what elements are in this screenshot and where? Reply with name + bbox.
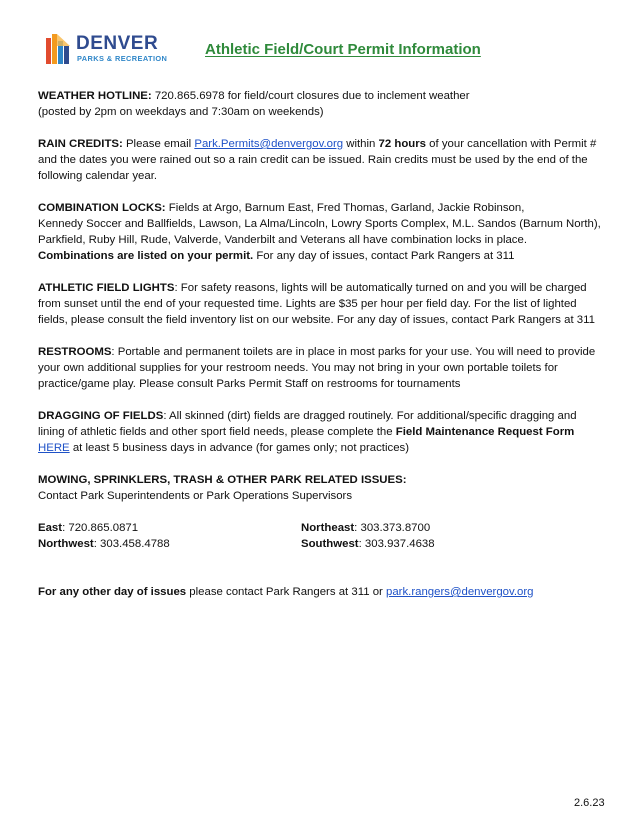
lights-text: : For safety reasons, lights will be automatically turned on and you will be charged from sunset until the end of your requested time. Lights are $35 per hour per field day. For the list of lighted fields, please consult the field inventory list on our website. For any day of issues, contact Park Rangers at 311: [38, 282, 595, 326]
denver-parks-logo: [44, 32, 174, 66]
park-rangers-email-link[interactable]: park.rangers@denvergov.org: [386, 586, 534, 598]
dragging-form-name: Field Maintenance Request Form: [395, 426, 575, 438]
locks-heading: COMBINATION LOCKS:: [38, 202, 166, 214]
contact-phone: : 303.458.4788: [93, 538, 170, 550]
contact-southwest: [301, 536, 564, 552]
restrooms-text: : Portable and permanent toilets are in place in most parks for your use. You will need to provide your own additional supplies for your restroom needs. You may not bring in your own portable toilets for practice/game play. Please consult Parks Permit Staff on restrooms for tournaments: [38, 346, 596, 390]
mowing-line: Contact Park Superintendents or Park Operations Supervisors: [38, 490, 353, 502]
weather-line2: (posted by 2pm on weekdays and 7:30am on weekends): [38, 106, 324, 118]
weather-line1: 720.865.6978 for field/court closures due to inclement weather: [151, 90, 470, 102]
rain-heading: RAIN CREDITS:: [38, 138, 123, 150]
logo-name: DENVER: [76, 33, 159, 54]
contact-phone: : 303.373.8700: [354, 522, 431, 534]
rain-credits-section: [38, 136, 604, 184]
contact-northeast: [301, 520, 564, 536]
denver-logo-mark-icon: [44, 32, 74, 66]
contact-label: Northeast: [301, 522, 355, 534]
contact-northwest: [38, 536, 301, 552]
weather-heading: WEATHER HOTLINE:: [38, 90, 152, 102]
document-body: [38, 88, 604, 616]
weather-hotline-section: [38, 88, 604, 120]
restrooms-section: [38, 344, 604, 392]
lights-heading: ATHLETIC FIELD LIGHTS: [38, 282, 175, 294]
rain-pre: Please email: [122, 138, 195, 150]
contact-label: Southwest: [301, 538, 359, 550]
field-lights-section: [38, 280, 604, 328]
rain-post: of your cancellation with Permit # and the dates you were rained out so a rain credit can be issued. Rain credits must be used by the end of the following calendar year.: [38, 138, 597, 182]
logo-subtitle: PARKS & RECREATION: [77, 54, 168, 63]
contact-label: Northwest: [38, 538, 94, 550]
other-text: please contact Park Rangers at 311 or: [186, 586, 386, 598]
locks-note: For any day of issues, contact Park Rangers at 311: [253, 250, 515, 262]
contact-label: East: [38, 522, 63, 534]
other-issues-section: [38, 584, 604, 600]
mowing-section: [38, 472, 604, 504]
locks-line2: Kennedy Soccer and Ballfields, Lawson, La Alma/Lincoln, Lowry Sports Complex, M.L. Sandos (Barnum North),: [38, 218, 601, 230]
combination-locks-section: [38, 200, 604, 264]
dragging-post: at least 5 business days in advance (for games only; not practices): [69, 442, 410, 454]
other-bold: For any other day of issues: [38, 586, 187, 598]
dragging-heading: DRAGGING OF FIELDS: [38, 410, 164, 422]
document-date: 2.6.23: [574, 797, 605, 809]
maintenance-form-here-link[interactable]: HERE: [38, 442, 70, 454]
mowing-heading: MOWING, SPRINKLERS, TRASH & OTHER PARK RELATED ISSUES:: [38, 474, 407, 486]
rain-hours: 72 hours: [378, 138, 427, 150]
contact-phone: : 720.865.0871: [62, 522, 139, 534]
dragging-text: : All skinned (dirt) fields are dragged routinely. For additional/specific dragging and lining of athletic fields and other sport field needs, please complete the: [38, 410, 577, 438]
locks-bold-note: Combinations are listed on your permit.: [38, 250, 254, 262]
park-permits-email-link[interactable]: Park.Permits@denvergov.org: [194, 138, 344, 150]
restrooms-heading: RESTROOMS: [38, 346, 112, 358]
locks-line1: Fields at Argo, Barnum East, Fred Thomas, Garland, Jackie Robinson,: [165, 202, 525, 214]
dragging-section: [38, 408, 604, 456]
supervisor-contacts: [38, 520, 604, 552]
contact-east: [38, 520, 301, 536]
contact-phone: : 303.937.4638: [358, 538, 435, 550]
page-title: Athletic Field/Court Permit Information: [205, 41, 481, 58]
rain-mid: within: [343, 138, 379, 150]
locks-line3: Parkfield, Ruby Hill, Rude, Valverde, Vanderbilt and Veterans all have combination locks in place.: [38, 234, 528, 246]
